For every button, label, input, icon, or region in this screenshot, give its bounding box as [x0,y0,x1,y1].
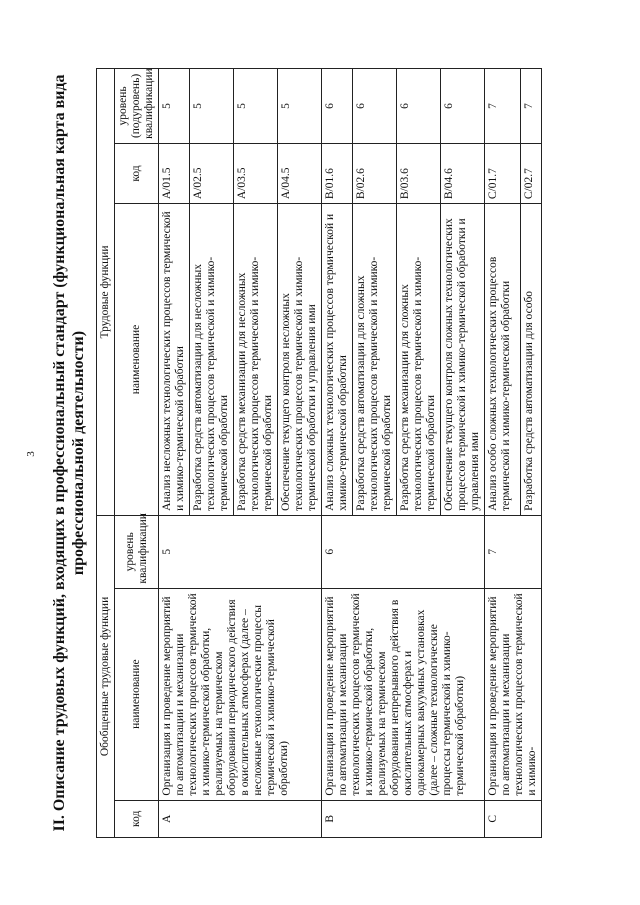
tf-code: B/03.6 [397,143,441,203]
col-header-function-code: код [115,143,159,203]
tf-level: 5 [234,68,278,143]
tf-name: Разработка средств механизации для несложных технологических процессов термической и химико-термической обработки [234,203,278,515]
tf-code: B/02.6 [353,143,397,203]
tf-level: 6 [322,68,353,143]
col-header-sublevel: уровень (подуровень) квалификации [115,68,159,143]
tf-level: 6 [353,68,397,143]
col-header-level: уровень квалификации [115,515,159,588]
gtf-level: 7 [485,515,542,588]
tf-name: Разработка средств автоматизации для несложных технологических процессов термической и химико-термической обработки [190,203,234,515]
header-generalized-functions: Обобщенные трудовые функции [97,515,115,837]
tf-level: 7 [521,68,542,143]
gtf-level: 5 [159,515,322,588]
tf-name: Разработка средств автоматизации для сложных технологических процессов термической и химико-термической обработки [353,203,397,515]
tf-name: Анализ особо сложных технологических процессов термической и химико-термической обработки [485,203,521,515]
gtf-level: 6 [322,515,485,588]
tf-level: 6 [397,68,441,143]
tf-code: A/02.5 [190,143,234,203]
tf-level: 5 [190,68,234,143]
tf-name: Разработка средств автоматизации для особо [521,203,542,515]
tf-name: Разработка средств механизации для сложных технологических процессов термической и химико-термической обработки [397,203,441,515]
tf-name: Анализ несложных технологических процессов термической и химико-термической обработки [159,203,190,515]
functional-map-table [96,68,542,838]
tf-code: A/03.5 [234,143,278,203]
tf-code: B/01.6 [322,143,353,203]
gtf-code: B [322,800,485,837]
col-header-name: наименование [115,588,159,800]
tf-level: 6 [441,68,485,143]
tf-code: A/01.5 [159,143,190,203]
gtf-code: A [159,800,322,837]
section-heading: II. Описание трудовых функций, входящих в профессиональный стандарт (функциональная карта вида профессиональной деятельности) [51,73,87,832]
gtf-code: C [485,800,542,837]
tf-code: C/01.7 [485,143,521,203]
rotated-page-content [50,68,590,838]
tf-name: Обеспечение текущего контроля сложных технологических процессов термической и химико-термической обработки и управления ими [441,203,485,515]
tf-level: 5 [278,68,322,143]
header-labor-functions: Трудовые функции [97,68,115,515]
tf-code: A/04.5 [278,143,322,203]
tf-name: Обеспечение текущего контроля несложных технологических процессов термической и химико-термической обработки и управления ими [278,203,322,515]
gtf-name: Организация и проведение мероприятий по автоматизации и механизации технологических процессов термической и химико-термической обработки, реализуемых на термическом оборудовании непрерывного действия в окислительных атмосферах и однокамерных вакуумных установках (далее – сложные технологические процессы термической и химико-термической обработки) [322,588,485,800]
table-row [485,68,521,837]
gtf-name: Организация и проведение мероприятий по автоматизации и механизации технологических процессов термической и химико- [485,588,542,800]
col-header-code: код [115,800,159,837]
col-header-function-name: наименование [115,203,159,515]
tf-level: 5 [159,68,190,143]
table-row [322,68,353,837]
tf-level: 7 [485,68,521,143]
gtf-name: Организация и проведение мероприятий по автоматизации и механизации технологических процессов термической и химико-термической обработки, реализуемых на термическом оборудовании периодического действия в окислительных атмосферах (далее – несложные технологические процессы термической и химико-термической обработки) [159,588,322,800]
tf-code: C/02.7 [521,143,542,203]
page-number: 3 [24,451,37,457]
table-row [159,68,190,837]
tf-name: Анализ сложных технологических процессов термической и химико-термической обработки [322,203,353,515]
tf-code: B/04.6 [441,143,485,203]
